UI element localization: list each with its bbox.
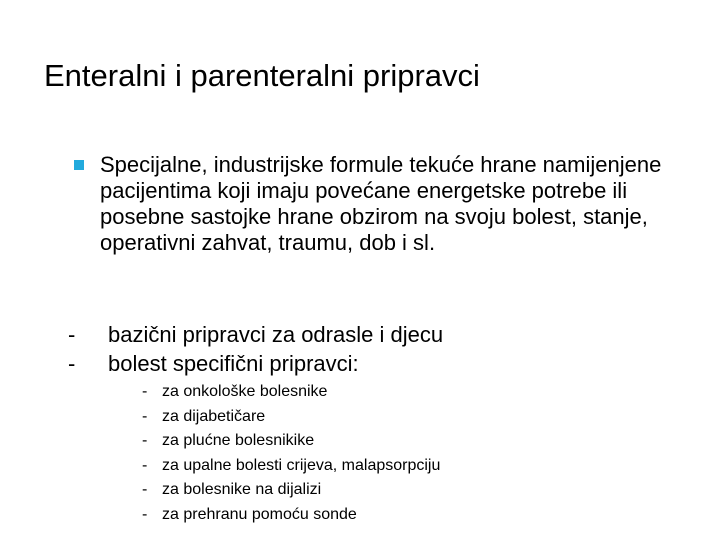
list-item-text: bolest specifični pripravci: xyxy=(108,351,359,376)
sub-list-item-text: za upalne bolesti crijeva, malapsorpciju xyxy=(162,456,441,474)
dash-marker: - xyxy=(142,481,148,498)
list-item xyxy=(68,349,443,378)
main-bullet xyxy=(74,152,694,256)
list-item xyxy=(68,320,443,349)
sub-list-item-text: za bolesnike na dijalizi xyxy=(162,481,322,498)
sub-list-item xyxy=(142,454,440,479)
slide-title: Enteralni i parenteralni pripravci xyxy=(44,58,480,93)
sub-list-item xyxy=(142,503,440,528)
sub-list-item xyxy=(142,478,440,503)
dash-marker: - xyxy=(142,505,148,523)
sub-list xyxy=(142,380,440,527)
dash-marker: - xyxy=(68,322,76,347)
sub-list-item xyxy=(142,405,440,430)
square-bullet-icon xyxy=(74,160,84,170)
dash-list xyxy=(68,320,443,378)
dash-marker: - xyxy=(142,432,148,449)
sub-list-item-text: za plućne bolesnikike xyxy=(162,432,315,449)
list-item-text: bazični pripravci za odrasle i djecu xyxy=(108,322,444,347)
dash-marker: - xyxy=(142,456,148,474)
dash-marker: - xyxy=(68,351,76,376)
sub-list-item-text: za dijabetičare xyxy=(162,407,266,425)
sub-list-item xyxy=(142,380,440,405)
main-bullet-text: Specijalne, industrijske formule tekuće hrane namijenjene pacijentima koji imaju povećane energetske potrebe ili posebne sastojke hrane obzirom na svoju bolest, stanje, operativni zahvat, traumu, dob i sl. xyxy=(100,152,662,255)
dash-marker: - xyxy=(142,407,148,425)
sub-list-item-text: za onkološke bolesnike xyxy=(162,383,328,400)
dash-marker: - xyxy=(142,383,148,400)
sub-list-item-text: za prehranu pomoću sonde xyxy=(162,505,357,523)
sub-list-item xyxy=(142,429,440,454)
